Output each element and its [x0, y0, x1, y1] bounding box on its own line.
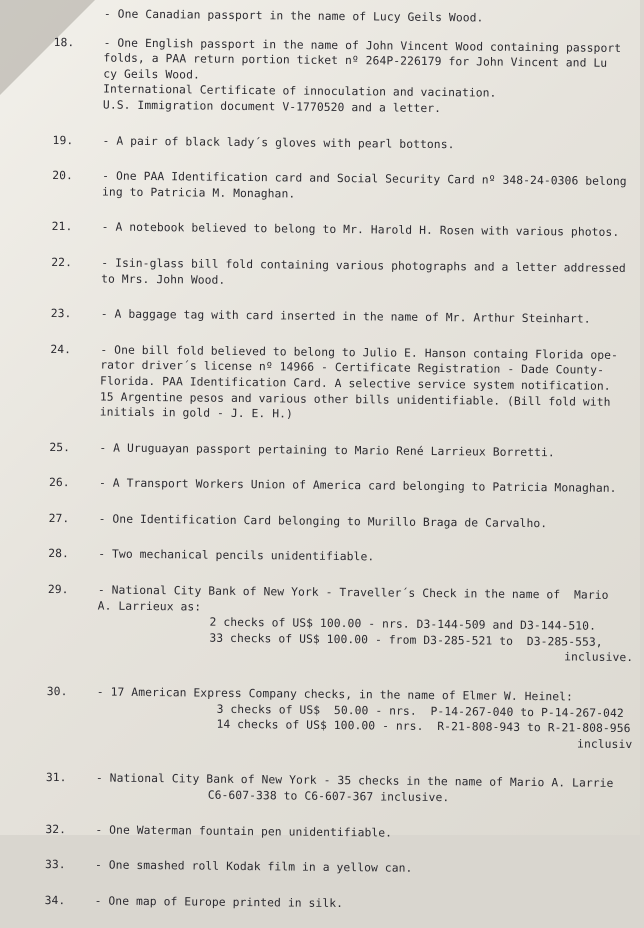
item-text: - One map of Europe printed in silk. [94, 894, 344, 910]
item-number: 29. [47, 583, 69, 597]
item-text: - A Transport Workers Union of America card belonging to Patricia Monaghan. [98, 476, 617, 496]
item-text: 15 Argentine pesos and various other bills unidentifiable. (Bill fold with [99, 390, 611, 409]
check-detail: 3 checks of US$ 50.00 - nrs. P-14-267-040 to P-14-267-042 [216, 702, 624, 720]
item-text: - National City Bank of New York - Traveller´s Check in the name of Mario [97, 583, 609, 602]
item-text: ing to Patricia M. Monaghan. [101, 185, 296, 201]
item-number: 25. [49, 440, 71, 454]
check-detail: 33 checks of US$ 100.00 - from D3-285-521 to D3-285-553, [209, 631, 603, 649]
item-text: - One bill fold believed to belong to Julio E. Hanson containg Florida ope- [100, 343, 619, 362]
item-text: - Isin-glass bill fold containing various photographs and a letter addressed [101, 256, 626, 275]
list-item [47, 582, 638, 666]
item-number: 19. [52, 133, 74, 147]
list-item [49, 475, 639, 497]
check-detail: 14 checks of US$ 100.00 - nrs. R-21-808-943 to R-21-808-956 [216, 717, 631, 736]
item-number: 18. [53, 35, 75, 49]
item-text: - A baggage tag with card inserted in the name of Mr. Arthur Steinhart. [100, 307, 591, 326]
item-text: - A notebook believed to belong to Mr. Harold H. Rosen with various photos. [101, 220, 620, 240]
item-text: rator driver´s license nº 14966 - Certificate Registration - Dade County- [100, 358, 605, 378]
item-number: 26. [48, 476, 70, 490]
item-number: 24. [50, 342, 72, 356]
item-number: 23. [50, 307, 72, 321]
item-text: - One PAA Identification card and Social Security Card nº 348-24-0306 belong [102, 169, 627, 189]
item-number: 20. [52, 169, 74, 183]
item-text: to Mrs. John Wood. [101, 272, 226, 287]
list-item [49, 511, 639, 533]
item-text: cy Geils Wood. [103, 67, 200, 82]
list-item [49, 440, 639, 462]
item-text: initials in gold - J. E. H.) [99, 405, 294, 421]
item-number: 32. [45, 822, 67, 836]
list-item [53, 35, 644, 119]
list-item [53, 133, 643, 155]
list-item [45, 893, 635, 915]
item-text: - One Waterman fountain pen unidentifiable. [95, 823, 393, 840]
list-item [46, 770, 636, 807]
list-item [45, 822, 635, 844]
item-text: - One Identification Card belonging to Murillo Braga de Carvalho. [98, 512, 548, 531]
item-number: 28. [48, 547, 70, 561]
item-text: - One smashed roll Kodak film in a yellow can. [94, 858, 413, 875]
item-number: 21. [51, 220, 73, 234]
item-text: - National City Bank of New York - 35 checks in the name of Mario A. Larrie [95, 771, 614, 791]
list-item [54, 6, 644, 28]
item-text: - 17 American Express Company checks, in the name of Elmer W. Heinel: [96, 685, 574, 704]
list-item [48, 546, 638, 568]
list-item [52, 219, 642, 241]
item-number: 30. [46, 684, 68, 699]
item-number: 22. [51, 255, 73, 270]
item-number: 33. [44, 858, 66, 872]
item-text: folds, a PAA return portion ticket nº 264P-226179 for John Vincent and Lu [103, 51, 608, 70]
item-number: 27. [48, 511, 70, 526]
list-item [50, 342, 641, 426]
check-detail: 2 checks of US$ 100.00 - nrs. D3-144-509 and D3-144-510. [209, 615, 597, 633]
list-item [46, 684, 637, 753]
item-text: - A Uruguayan passport pertaining to Mario René Larrieux Borretti. [99, 441, 555, 459]
item-text: A. Larrieux as: [97, 599, 202, 614]
list-item [52, 168, 642, 205]
item-text: Florida. PAA Identification Card. A selective service system notification. [100, 374, 611, 393]
check-detail: C6-607-338 to C6-607-367 inclusive. [207, 788, 450, 805]
item-text: - Two mechanical pencils unidentifiable. [98, 547, 375, 564]
item-text: - A pair of black lady´s gloves with pearl bottons. [102, 134, 455, 151]
item-number: 31. [45, 771, 67, 785]
item-text: International Certificate of innoculation and vacination. [103, 82, 497, 101]
list-item [45, 857, 635, 879]
check-detail: inclusive. [564, 650, 634, 665]
inventory-list [44, 6, 644, 928]
item-text: - One Canadian passport in the name of Lucy Geils Wood. [103, 7, 484, 25]
item-text: U.S. Immigration document V-1770520 and a letter. [102, 98, 442, 116]
list-item [51, 306, 641, 328]
item-text: - One English passport in the name of John Vincent Wood containing passport [103, 36, 622, 55]
check-detail: inclusiv [577, 737, 633, 751]
item-number: 34. [44, 893, 66, 907]
list-item [51, 255, 641, 292]
